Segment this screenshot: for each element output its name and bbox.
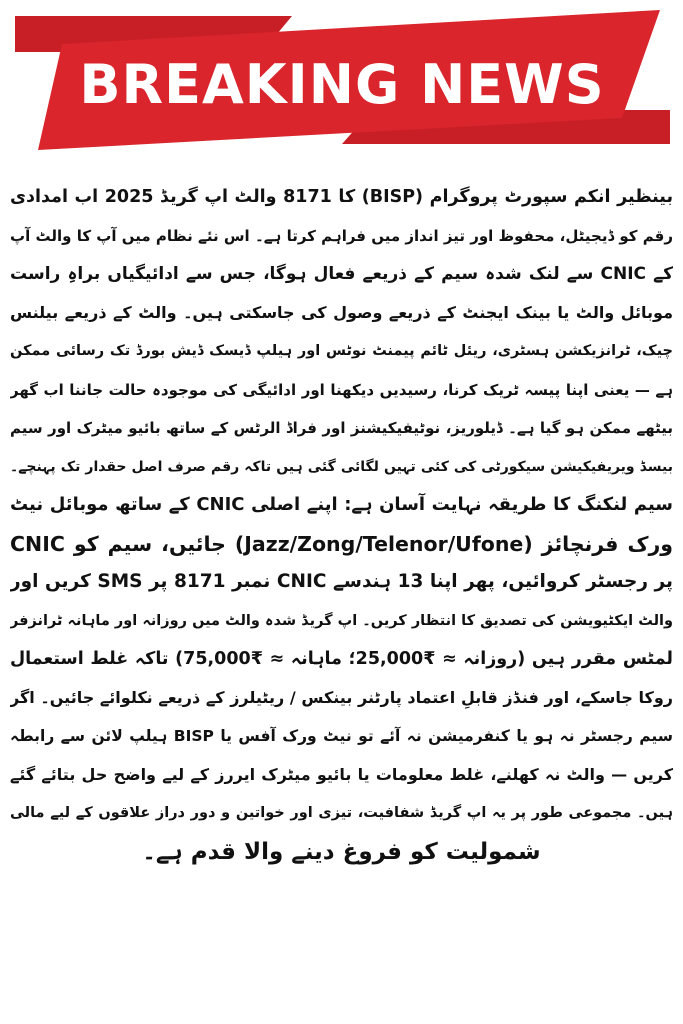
banner-title: BREAKING NEWS — [79, 53, 605, 116]
article-line: روکا جاسکے، اور فنڈز قابلِ اعتماد پارٹنر بینکس / ریٹیلرز کے ذریعے نکلوائے جائیں۔ اگر — [10, 687, 673, 707]
article-line: کے CNIC سے لنک شدہ سیم کے ذریعے فعال ہوگا، جس سے ادائیگیاں براہِ راست — [10, 264, 673, 284]
article-line: بیسڈ ویریفیکیشن سیکورٹی کی کئی تہیں لگائی گئی ہیں تاکہ رقم صرف اصل حقدار تک پہنچے۔ — [10, 458, 673, 475]
article-line: شمولیت کو فروغ دینے والا قدم ہے۔ — [142, 838, 541, 865]
article-line: بیٹھے ممکن ہو گیا ہے۔ ڈیلوریز، نوٹیفیکیشنز اور فراڈ الرٹس کے ساتھ بائیو میٹرک اور سیم — [10, 419, 673, 437]
article-line: ورک فرنچائز (Jazz/Zong/Telenor/Ufone) جائیں، سیم کو CNIC — [10, 531, 673, 556]
article-line: ہے — یعنی اپنا پیسہ ٹریک کرنا، رسیدیں دیکھنا اور ادائیگی کی موجودہ حالت جاننا اب گھر — [10, 380, 673, 399]
article-line: سیم رجسٹر نہ ہو یا کنفرمیشن نہ آئے تو نیٹ ورک آفس یا BISP ہیلپ لائن سے رابطہ — [10, 727, 673, 745]
article-line: والٹ ایکٹیویشن کی تصدیق کا انتظار کریں۔ اپ گریڈ شدہ والٹ میں روزانہ اور ماہانہ ٹرانزفر — [10, 612, 673, 629]
article-line: ہیں۔ مجموعی طور پر یہ اپ گریڈ شفافیت، تیزی اور خواتین و دور دراز علاقوں کے لیے مالی — [10, 805, 673, 821]
article-line: رقم کو ڈیجیٹل، محفوظ اور تیز انداز میں فراہم کرتا ہے۔ اس نئے نظام میں آپ کا والٹ آپ — [10, 226, 673, 245]
breaking-news-banner — [0, 0, 683, 160]
article-line: لمٹس مقرر ہیں (روزانہ ≈ ₹25,000؛ ماہانہ ≈ ₹75,000) تاکہ غلط استعمال — [10, 649, 673, 669]
article-line: کریں — والٹ نہ کھلنے، غلط معلومات یا بائیو میٹرک ایررز کے لیے واضح حل بتائے گئے — [10, 764, 673, 784]
article-line: چیک، ٹرانزیکشن ہسٹری، ریئل ٹائم پیمنٹ نوٹس اور ہیلپ ڈیسک ڈیش بورڈ تک رسائی ممکن — [10, 343, 673, 359]
article-line: موبائل والٹ یا بینک ایجنٹ کے ذریعے وصول کی جاسکتی ہیں۔ والٹ کے ذریعے بیلنس — [10, 302, 673, 322]
article-body — [10, 178, 673, 1018]
article-line: سیم لنکنگ کا طریقہ نہایت آسان ہے: اپنے اصلی CNIC کے ساتھ موبائل نیٹ — [10, 494, 673, 515]
article-line: پر رجسٹر کروائیں، پھر اپنا 13 ہندسے CNIC نمبر 8171 پر SMS کریں اور — [10, 571, 673, 592]
article-line: بینظیر انکم سپورٹ پروگرام (BISP) کا 8171 والٹ اپ گریڈ 2025 اب امدادی — [10, 187, 673, 207]
